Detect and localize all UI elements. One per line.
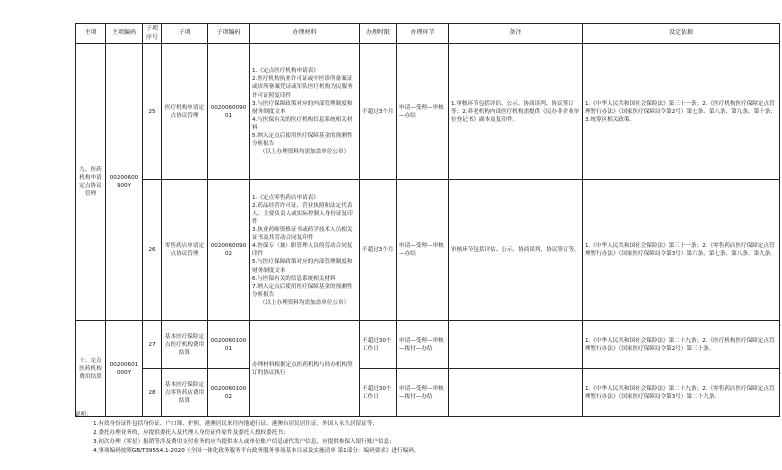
sub-seq-cell: 25	[143, 44, 162, 180]
material-line: 5.纳入定点后使用医疗保障基金的预测性分析报告	[252, 133, 353, 148]
remarks-cell	[449, 321, 583, 369]
header-main-item: 主项	[76, 24, 106, 44]
header-legal-basis: 设定依据	[583, 24, 780, 44]
sub-code-cell: 002006010001	[208, 321, 250, 369]
material-line: 3.执业药师资格证书或药学技术人员相关证书及其劳动合同复印件	[252, 227, 353, 242]
legal-basis-cell: 1.《中华人民共和国社会保险法》第二十九条；2.《零售药店医疗保障定点管理暂行办法》（国家医疗保障局令第3号）第二十九条。	[583, 369, 780, 417]
materials-cell	[250, 44, 360, 180]
header-process-step: 办理环节	[397, 24, 449, 44]
header-time-limit: 办理时限	[360, 24, 397, 44]
material-line: 7.纳入定点后使用医疗保障基金的预测性分析报告	[252, 283, 353, 298]
footnote-item: 2.委托办理业务的，应提供委托人及代理人身份证件原件及委托人授权委托书；	[93, 430, 289, 436]
material-line: （以上办理资料均需加盖单位公章）	[259, 149, 350, 156]
process-step-cell: 申请—受理—审核—拨付—办结	[397, 321, 449, 369]
sub-code-cell: 002006009002	[208, 180, 250, 321]
footnotes-title: 说明：	[75, 412, 92, 418]
remarks-cell: 1.审核环节包括评估、公示、协商谈判、协议签订等；2.养老机构内设医疗机构需提供《民办非企业单位登记书》副本及复印件。	[449, 44, 583, 180]
material-line: 5.与医疗保障政策对应的内部管理制度和财务制度文本	[252, 259, 353, 274]
service-items-table	[75, 23, 780, 417]
header-sub-item: 子项	[162, 24, 208, 44]
materials-cell	[250, 180, 360, 321]
header-sub-code: 子项编码	[208, 24, 250, 44]
table-row	[76, 44, 780, 180]
sub-item-cell: 医疗机构申请定点协议管理	[162, 44, 208, 180]
sub-item-cell: 基本医疗保险定点医疗机构费用结算	[162, 321, 208, 369]
legal-basis-cell: 1.《中华人民共和国社会保险法》第三十一条；2.《医疗机构医疗保障定点管理暂行办法》（国家医疗保障局令第2号）第七条、第八条、第九条、第十条；3.统筹区相关政策。	[583, 44, 780, 180]
main-code-cell: 00200601000Y	[106, 321, 143, 417]
material-line: 6.与医保有关的信息系统相关材料	[252, 275, 336, 282]
legal-basis-cell: 1.《中华人民共和国社会保险法》第三十一条；2.《零售药店医疗保障定点管理暂行办法》（国家医疗保障局令第3号）第六条、第七条、第八条、第九条。	[583, 180, 780, 321]
header-main-code: 主项编码	[106, 24, 143, 44]
footnote-item: 3.初次办理（零星）报销等涉及费用支付业务的应当提供本人或单位账户信息或代发户信息，应提供参保人银行账户信息；	[93, 439, 395, 445]
header-materials: 办理材料	[250, 24, 360, 44]
sub-code-cell: 002006010002	[208, 369, 250, 417]
material-line: 2.医疗机构执业许可证或中医诊所备案证或诊所备案凭证或军队医疗机构为民服务许可证照复印件	[252, 76, 353, 99]
time-limit-cell: 不超过3个月	[360, 44, 397, 180]
table-row	[76, 369, 780, 417]
main-item-cell: 十、定点医药机构费用结算	[76, 321, 106, 417]
sub-seq-cell: 28	[143, 369, 162, 417]
sub-code-cell: 002006009001	[208, 44, 250, 180]
table-row	[76, 180, 780, 321]
sub-item-cell: 零售药店申请定点协议管理	[162, 180, 208, 321]
sub-item-cell: 基本医疗保险定点零售药店费用结算	[162, 369, 208, 417]
remarks-cell: 审核环节包括评估、公示、协商谈判、协议签订等。	[449, 180, 583, 321]
header-sub-seq: 子项序号	[143, 24, 162, 44]
material-line: 4.与医保有关的医疗机构信息系统相关材料	[252, 116, 353, 132]
header-remarks: 备注	[449, 24, 583, 44]
main-item-cell: 九、医药机构申请定点协议管理	[76, 44, 106, 321]
footnote-item: 4.事项编码按照GB/T39554.1-2020《全国一体化政务服务平台政务服务事项基本目录及实施清单 第1部分：编码要求》进行编码。	[93, 448, 420, 454]
process-step-cell: 申请—受理—审核—办结	[397, 180, 449, 321]
material-line: 4.医保专（兼）职管理人员的劳动合同复印件	[252, 243, 353, 258]
process-step-cell: 申请—受理—审核—办结	[397, 44, 449, 180]
table-row	[76, 321, 780, 369]
material-line: （以上办理资料均需加盖单位公章）	[259, 300, 350, 307]
footnotes	[75, 411, 775, 456]
sub-seq-cell: 26	[143, 180, 162, 321]
time-limit-cell: 不超过3个月	[360, 180, 397, 321]
header-row	[76, 24, 780, 44]
material-line: 1.《定点零售药店申请表》	[252, 194, 319, 201]
material-line: 1.《定点医疗机构申请表》	[252, 68, 319, 75]
process-step-cell: 申请—受理—审核—拨付—办结	[397, 369, 449, 417]
remarks-cell	[449, 369, 583, 417]
main-code-cell: 00200600900Y	[106, 44, 143, 321]
sub-seq-cell: 27	[143, 321, 162, 369]
material-line: 3.与医疗保障政策对应的内部管理制度和财务制度文本	[252, 100, 353, 115]
material-line: 2.药品经营许可证、营业执照和法定代表人、主要负责人或实际控制人身份证复印件	[252, 202, 353, 225]
legal-basis-cell: 1.《中华人民共和国社会保险法》第二十九条；2.《医疗机构医疗保障定点管理暂行办法》（国家医疗保障局令第2号）第三十条。	[583, 321, 780, 369]
time-limit-cell: 不超过30个工作日	[360, 369, 397, 417]
time-limit-cell: 不超过30个工作日	[360, 321, 397, 369]
footnote-item: 1.有效身份证件包括身份证、户口簿、护照、港澳居民来往内地通行证、港澳台居民居住证、外国人永久居留证等；	[93, 421, 379, 427]
materials-cell: 办理材料根据定点医药机构与经办机构签订的协议执行	[250, 321, 360, 417]
